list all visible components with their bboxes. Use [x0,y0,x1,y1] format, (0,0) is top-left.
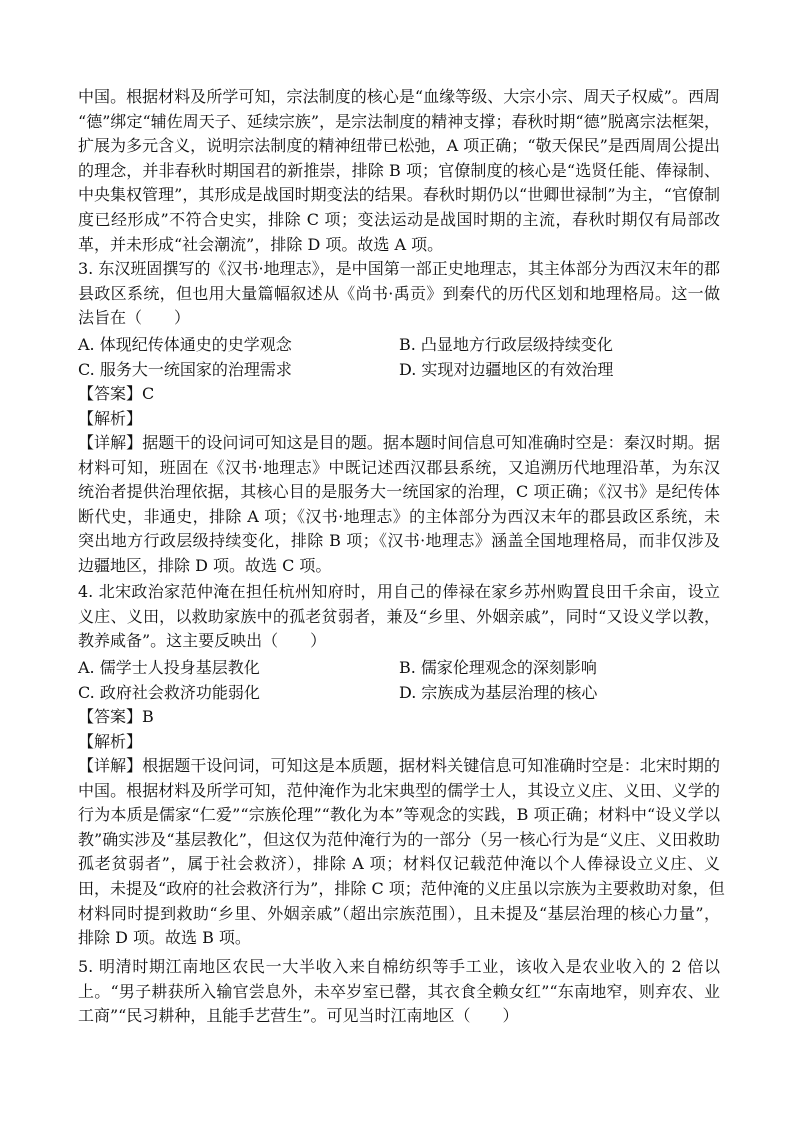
question-3-option-c: C. 服务大一统国家的治理需求 [78,360,292,379]
text-line: 的理念，并非春秋时期国君的新推崇，排除 B 项；官僚制度的核心是“选贤任能、俸禄制、 [78,160,720,180]
text-line: 行为本质是儒家“仁爱”“宗族伦理”“教化为本”等观念的实践，B 项正确；材料中“设义学以 [78,805,720,825]
question-3-option-b: B. 凸显地方行政层级持续变化 [399,335,613,354]
text-line: 度已经形成”不符合史实，排除 C 项；变法运动是战国时期的主流，春秋时期仅有局部改 [78,209,720,229]
text-line: 突出地方行政层级持续变化，排除 B 项；《汉书·地理志》涵盖全国地理格局，而非仅涉及 [78,531,720,551]
text-line: 工商”“民习耕种，且能手艺营生”。可见当时江南地区（ ） [78,1006,519,1026]
text-line: 中央集权管理”，其形成是战国时期变法的结果。春秋时期仍以“世卿世禄制”为主，“官僚制 [78,185,720,205]
question-3-detail [78,431,720,579]
text-line: 中国。根据材料及所学可知，范仲淹作为北宋典型的儒学士人，其设立义庄、义田、义学的 [78,780,720,800]
question-3-option-a: A. 体现纪传体通史的史学观念 [78,335,292,354]
text-line: 【详解】根据题干设问词，可知这是本质题，据材料关键信息可知准确时空是：北宋时期的 [78,756,720,775]
text-line: 教”确实涉及“基层教化”，但这仅为范仲淹行为的一部分（另一核心行为是“义庄、义田救助 [78,829,720,849]
text-line: 革，并未形成“社会潮流”，排除 D 项。故选 A 项。 [78,234,444,254]
prev-analysis-paragraph [78,85,720,257]
text-line: 【详解】据题干的设问词可知这是目的题。据本题时间信息可知准确时空是：秦汉时期。据 [78,433,720,452]
question-4-analysis-label: 【解析】 [78,732,143,751]
text-line: 材料同时提到救助“乡里、外姻亲戚”（超出宗族范围），且未提及“基层治理的核心力量”， [78,903,720,923]
text-line: 5. 明清时期江南地区农民一大半收入来自棉纺织等手工业，该收入是农业收入的 2 倍以 [78,957,720,976]
text-line: 法旨在（ ） [78,308,191,328]
text-line: 边疆地区，排除 D 项。故选 C 项。 [78,555,332,575]
text-line: 田，未提及“政府的社会救济行为”，排除 C 项；范仲淹的义庄虽以宗族为主要救助对象，但 [78,878,725,898]
question-4-detail [78,754,725,951]
question-4-option-b: B. 儒家伦理观念的深刻影响 [399,658,597,677]
text-line: 教养咸备”。这主要反映出（ ） [78,631,327,651]
text-line: 3. 东汉班固撰写的《汉书·地理志》，是中国第一部正史地理志，其主体部分为西汉末年的郡 [78,259,720,278]
question-3-answer: 【答案】C [78,384,155,403]
text-line: 县政区系统，但也用大量篇幅叙述从《尚书·禹贡》到秦代的历代区划和地理格局。这一做 [78,283,720,303]
question-3-analysis-label: 【解析】 [78,409,143,428]
text-line: 中国。根据材料及所学可知，宗法制度的核心是“血缘等级、大宗小宗、周天子权威”。西周 [78,87,720,106]
question-4-option-c: C. 政府社会救济功能弱化 [78,683,260,702]
question-3-stem [78,257,720,331]
text-line: 断代史，非通史，排除 A 项；《汉书·地理志》的主体部分为西汉末年的郡县政区系统，未 [78,506,720,526]
text-line: 孤老贫弱者”，属于社会救济），排除 A 项；材料仅记载范仲淹以个人俸禄设立义庄、义 [78,854,720,874]
text-line: 义庄、义田，以救助家族中的孤老贫弱者，兼及“乡里、外姻亲戚”，同时“又设义学以教， [78,606,720,626]
text-line: 统治者提供治理依据，其核心目的是服务大一统国家的治理，C 项正确；《汉书》是纪传体 [78,482,720,502]
question-4-stem [78,580,720,654]
text-line: 扩展为多元含义，说明宗法制度的精神纽带已松弛，A 项正确；“敬天保民”是西周周公提出 [78,136,720,156]
text-line: 4. 北宋政治家范仲淹在担任杭州知府时，用自己的俸禄在家乡苏州购置良田千余亩，设立 [78,582,720,601]
question-4-option-d: D. 宗族成为基层治理的核心 [399,683,598,702]
question-4-answer: 【答案】B [78,707,154,726]
question-4-option-a: A. 儒学士人投身基层教化 [78,658,260,677]
text-line: 材料可知，班固在《汉书·地理志》中既记述西汉郡县系统，又追溯历代地理沿革，为东汉 [78,457,720,477]
question-5-stem [78,955,720,1029]
text-line: 排除 D 项。故选 B 项。 [78,928,251,948]
question-3-option-d: D. 实现对边疆地区的有效治理 [399,360,614,379]
text-line: 上。“男子耕获所入输官尝息外，未卒岁室已罄，其衣食全赖女红”“东南地窄，则弃农、业 [78,981,720,1001]
text-line: “德”绑定“辅佐周天子、延续宗族”，是宗法制度的精神支撑；春秋时期“德”脱离宗法框架， [78,111,720,131]
